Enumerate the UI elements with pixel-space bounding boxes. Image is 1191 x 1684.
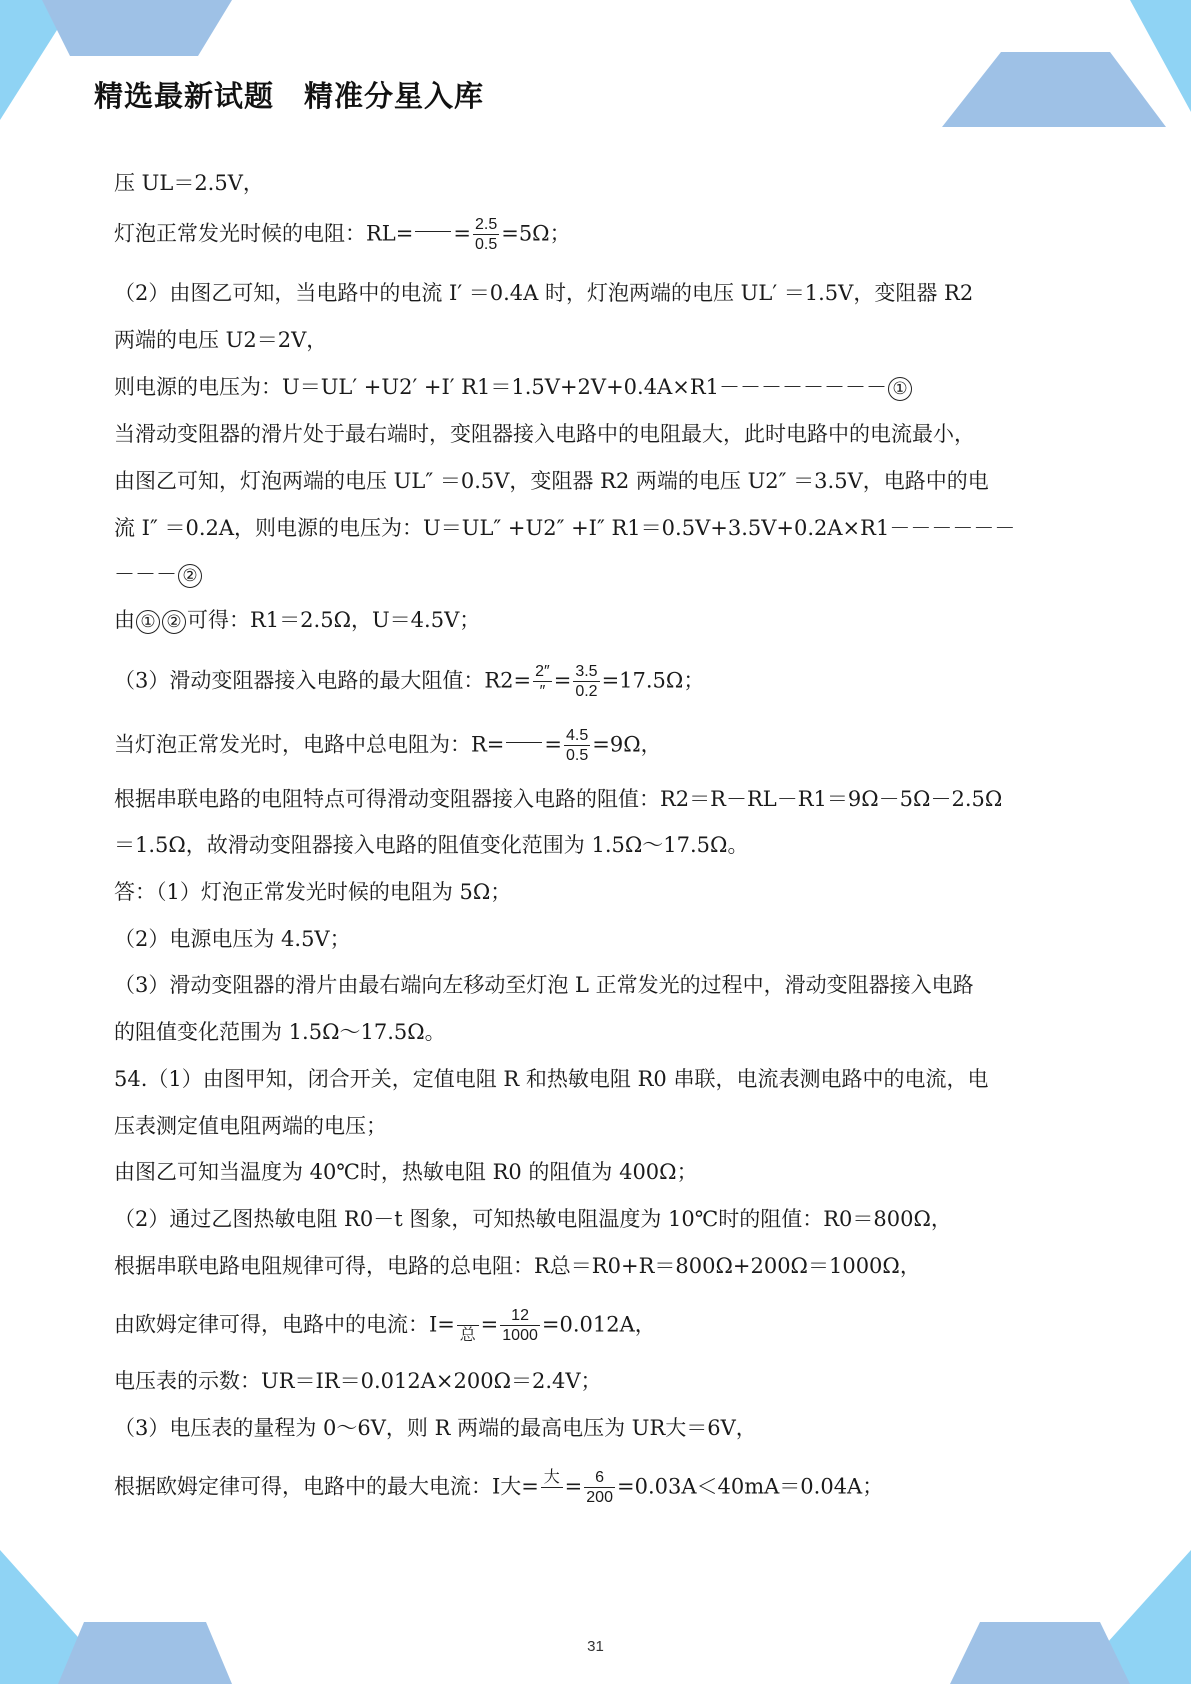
fraction <box>500 1307 540 1345</box>
header-title: 精选最新试题 精准分星入库 <box>94 79 485 113</box>
text-segment: =0.012A， <box>541 1312 656 1337</box>
circled-number: ② <box>162 610 186 634</box>
corner-shape <box>42 0 232 56</box>
text-segment: 灯泡正常发光时候的电阻：RL= <box>114 221 414 246</box>
fraction-denominator: 0.2 <box>575 683 598 700</box>
text-line <box>114 372 913 402</box>
fraction-denominator: 0.5 <box>474 236 498 253</box>
fraction-numerator: 4.5 <box>566 727 589 744</box>
fraction-numerator: 2″ <box>535 663 550 680</box>
fraction <box>533 663 552 701</box>
text-line: 根据串联电路电阻规律可得，电路的总电阻：R总＝R0+R＝800Ω+200Ω＝1000Ω， <box>114 1254 921 1278</box>
text-segment: 由 <box>114 608 135 632</box>
text-line: 电压表的示数：UR＝IR＝0.012A×200Ω＝2.4V； <box>114 1369 602 1393</box>
text-line: 两端的电压 U2＝2V， <box>114 328 328 352</box>
page-number: 31 <box>587 1638 604 1655</box>
text-line: （2）通过乙图热敏电阻 R0－t 图象，可知热敏电阻温度为 10℃时的阻值：R0＝800Ω， <box>114 1207 952 1231</box>
fraction <box>457 1307 479 1345</box>
text-line: （2）电源电压为 4.5V； <box>114 927 351 951</box>
text-line: （3）滑动变阻器接入电路的最大阻值：R2= $\frac{2''}{''}$ = $\frac{3.5}{0.2}$ =17.5Ω； <box>114 663 705 700</box>
text-segment: －－－ <box>114 562 177 586</box>
fraction <box>584 1469 615 1507</box>
fraction-numerator <box>457 1307 479 1326</box>
text-line: ＝1.5Ω，故滑动变阻器接入电路的阻值变化范围为 1.5Ω～17.5Ω。 <box>114 833 749 857</box>
text-line: 由欧姆定律可得，电路中的电流：I= 总 = $\frac{12}{1000}$ =0.012A， <box>114 1307 656 1344</box>
text-line: 压 UL＝2.5V， <box>114 171 264 195</box>
fraction-numerator: 2.5 <box>474 216 498 233</box>
text-line: 当滑动变阻器的滑片处于最右端时，变阻器接入电路中的电阻最大，此时电路中的电流最小， <box>114 422 975 446</box>
text-line: 当灯泡正常发光时，电路中总电阻为：R= = $\frac{4.5}{0.5}$ =9Ω， <box>114 727 662 764</box>
text-line <box>114 605 480 635</box>
text-line: 流 I″ ＝0.2A，则电源的电压为：U＝UL″ +U2″ +I″ R1＝0.5V+3.5V+0.2A×R1－－－－－－ <box>114 516 1016 540</box>
text-line: 的阻值变化范围为 1.5Ω～17.5Ω。 <box>114 1020 446 1044</box>
text-line: （2）由图乙可知，当电路中的电流 I′ ＝0.4A 时，灯泡两端的电压 UL′ ＝1.5V，变阻器 R2 <box>114 281 974 305</box>
fraction-numerator: 12 <box>500 1307 540 1326</box>
text-line: 压表测定值电阻两端的电压； <box>114 1114 387 1138</box>
fraction-denominator: 200 <box>586 1489 613 1506</box>
circled-number: ① <box>136 610 160 634</box>
fraction-numerator: 大 <box>541 1469 563 1488</box>
text-line: 由图乙可知，灯泡两端的电压 UL″ ＝0.5V，变阻器 R2 两端的电压 U2″ ＝3.5V，电路中的电 <box>114 469 989 493</box>
fraction-denominator: 1000 <box>502 1327 538 1344</box>
corner-shape <box>942 52 1166 127</box>
fraction <box>573 663 599 701</box>
circled-number: ② <box>178 564 202 588</box>
text-line: 根据欧姆定律可得，电路中的最大电流：I大= 大 = $\frac{6}{200}$ =0.03A＜40mA＝0.04A； <box>114 1469 884 1506</box>
text-segment: 由欧姆定律可得，电路中的电流：I= <box>114 1312 455 1337</box>
fraction <box>564 727 590 765</box>
text-line: 根据串联电路的电阻特点可得滑动变阻器接入电路的阻值：R2＝R－RL－R1＝9Ω－5Ω－2.5Ω <box>114 787 1003 811</box>
fraction <box>541 1469 563 1507</box>
fraction-numerator: 6 <box>584 1469 615 1488</box>
text-line: 54.（1）由图甲知，闭合开关，定值电阻 R 和热敏电阻 R0 串联，电流表测电路中的电流，电 <box>114 1067 989 1091</box>
text-segment: =9Ω， <box>592 732 662 757</box>
fraction-denominator: ″ <box>539 683 546 700</box>
text-line: （3）滑动变阻器的滑片由最右端向左移动至灯泡 L 正常发光的过程中，滑动变阻器接入电路 <box>114 973 974 997</box>
text-line: 由图乙可知当温度为 40℃时，热敏电阻 R0 的阻值为 400Ω； <box>114 1160 698 1184</box>
fraction-denominator: 0.5 <box>566 747 589 764</box>
text-segment: 当灯泡正常发光时，电路中总电阻为：R= <box>114 732 505 757</box>
text-line: 灯泡正常发光时候的电阻：RL= = $\frac{2.5}{0.5}$ =5Ω； <box>114 216 571 253</box>
circled-number: ① <box>888 377 912 401</box>
text-line <box>114 559 203 589</box>
text-segment: 根据欧姆定律可得，电路中的最大电流：I大= <box>114 1474 539 1499</box>
text-segment: （3）滑动变阻器接入电路的最大阻值：R2= <box>114 668 532 693</box>
fraction-blank <box>506 742 542 743</box>
text-segment: 可得：R1＝2.5Ω，U＝4.5V； <box>187 608 481 632</box>
fraction-denominator: 总 <box>459 1327 476 1344</box>
fraction-blank <box>415 231 451 232</box>
fraction-numerator: 3.5 <box>575 663 598 680</box>
text-segment: =17.5Ω； <box>601 668 705 693</box>
text-segment: =5Ω； <box>501 221 571 246</box>
text-line: 答：（1）灯泡正常发光时候的电阻为 5Ω； <box>114 880 512 904</box>
fraction <box>473 216 499 254</box>
text-segment: 则电源的电压为：U＝UL′ +U2′ +I′ R1＝1.5V+2V+0.4A×R1－－－－－－－－ <box>114 375 887 399</box>
text-line: （3）电压表的量程为 0～6V，则 R 两端的最高电压为 UR大＝6V， <box>114 1416 757 1440</box>
text-segment: =0.03A＜40mA＝0.04A； <box>616 1474 884 1499</box>
fraction-denominator <box>541 1488 563 1507</box>
